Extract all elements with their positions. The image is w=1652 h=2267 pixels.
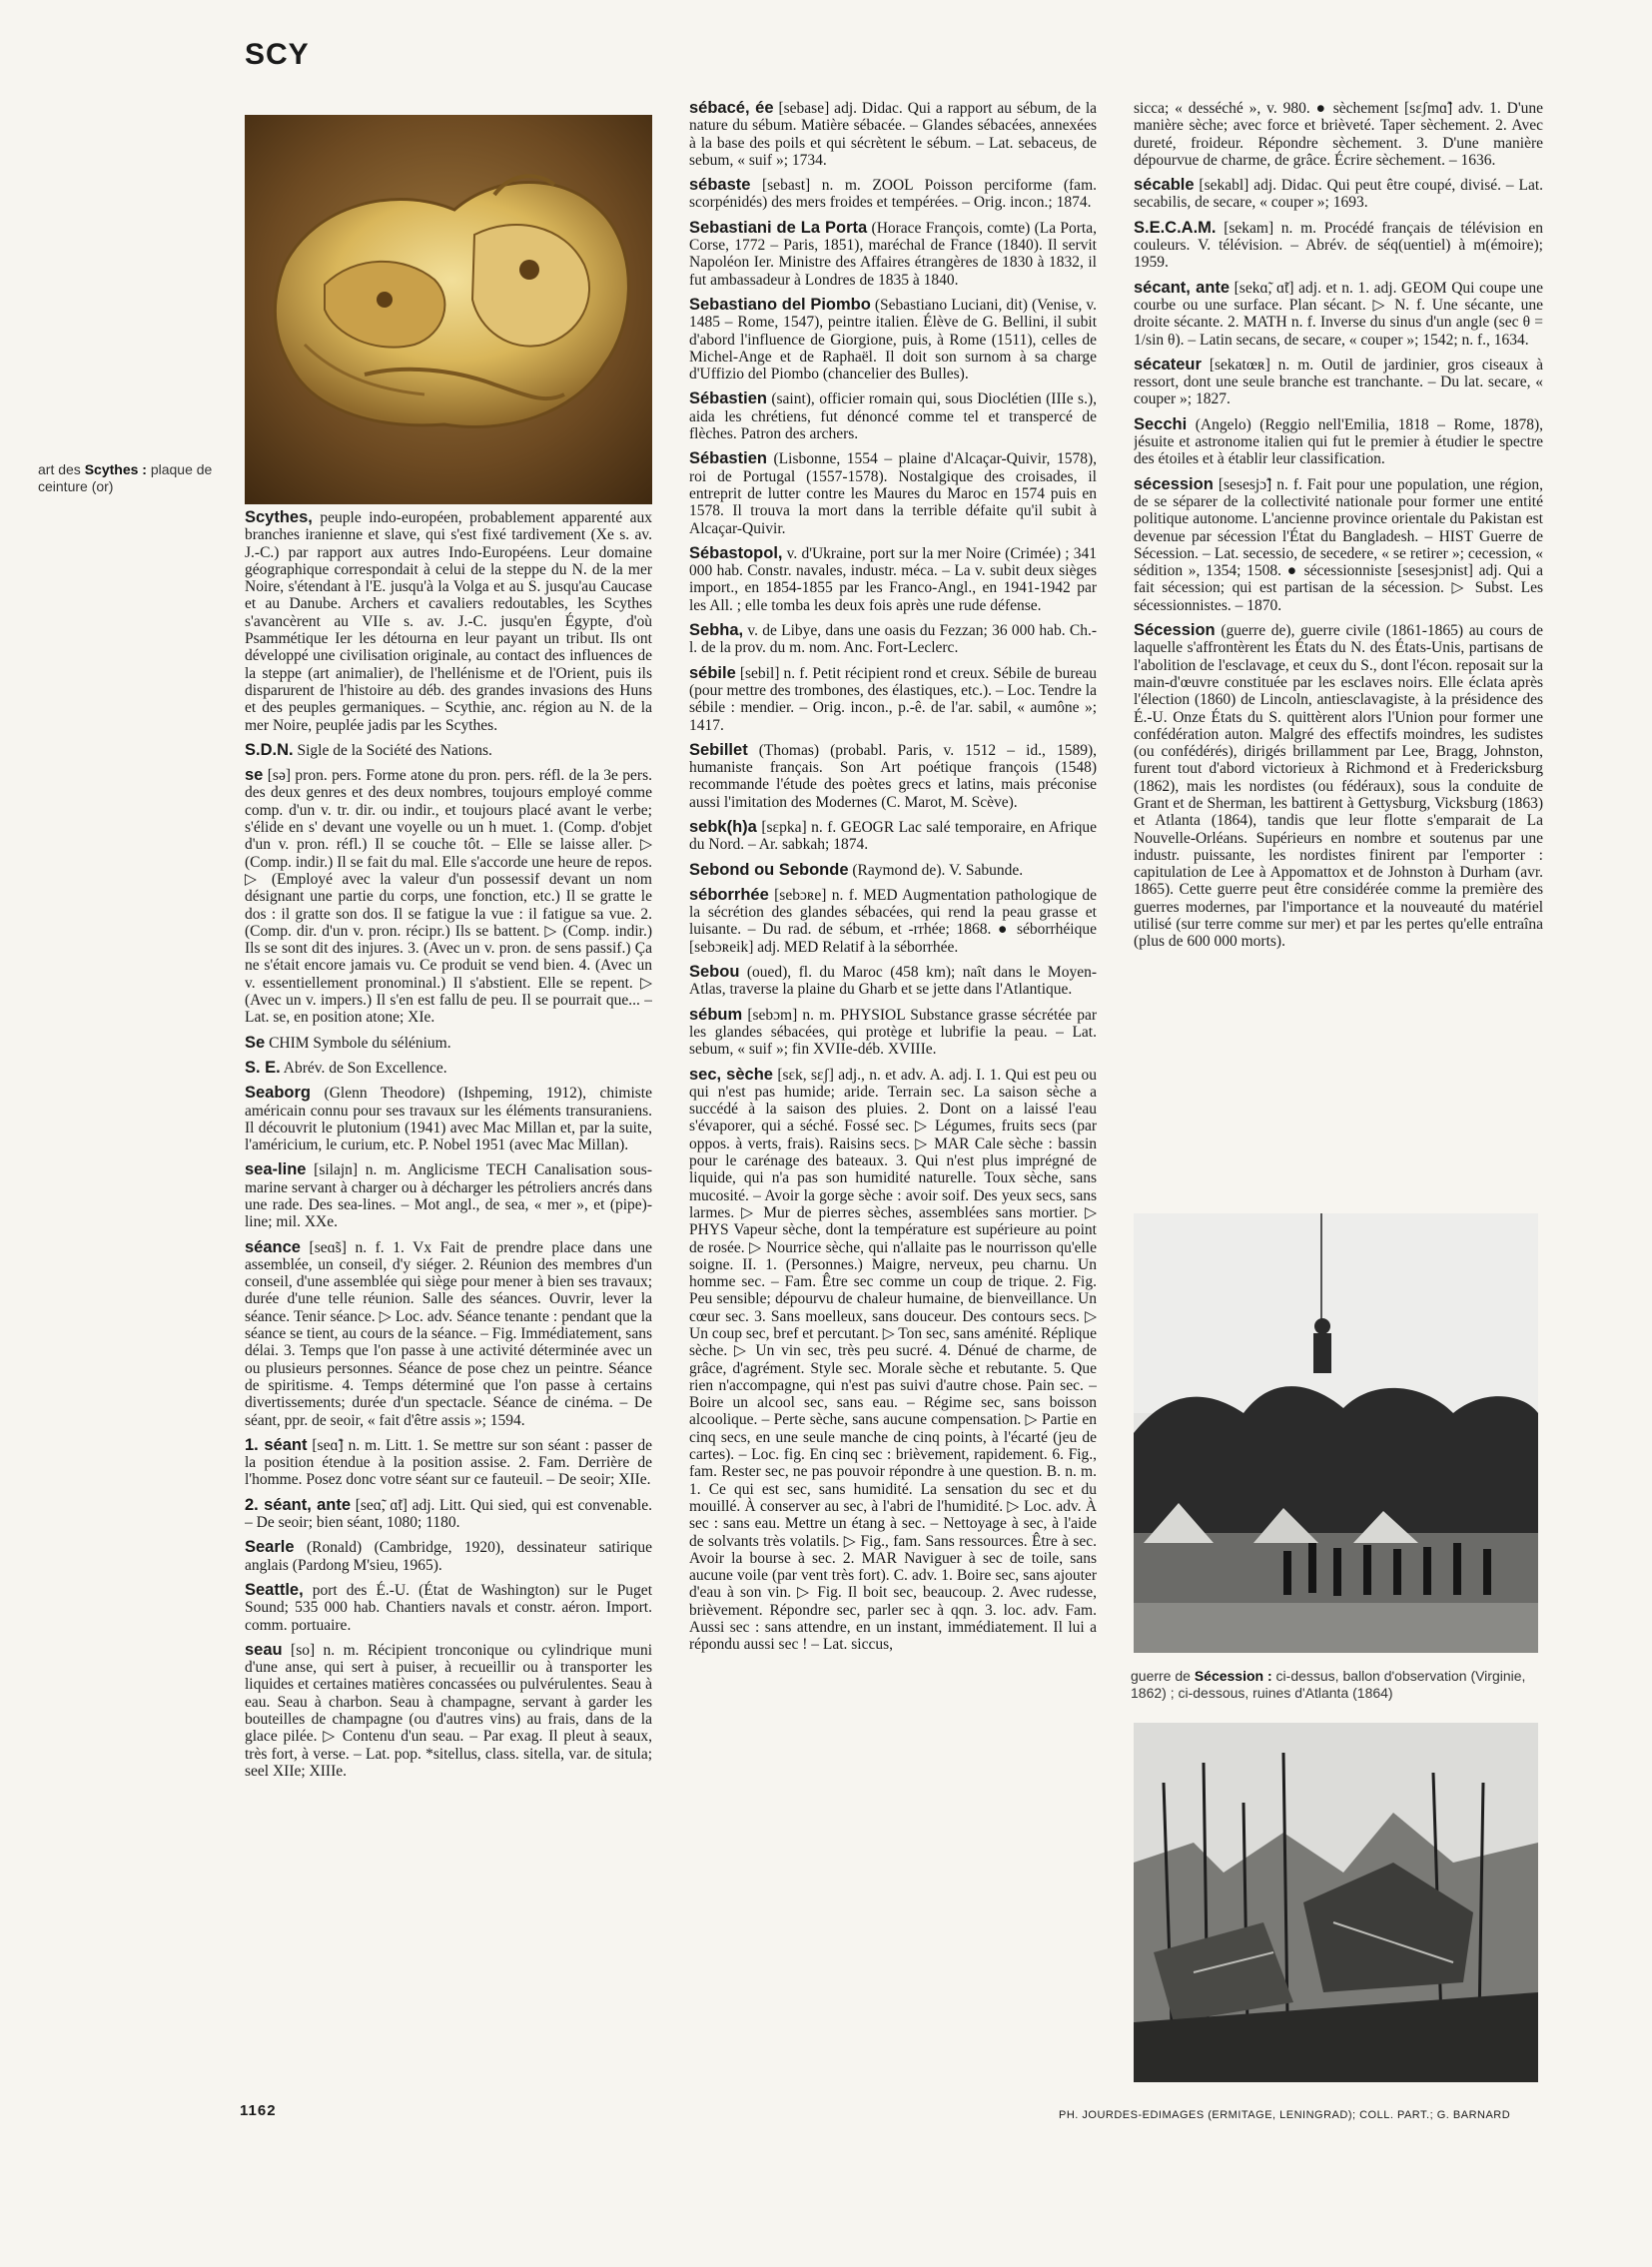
entry-sebastiano: Sebastiano del Piombo (Sebastiano Luciani, dit) (Venise, v. 1485 – Rome, 1547), peintre italien. Élève de G. Bellini, il subit d'abord l'influence de Giorgione, puis, à Rome (1511), celles de Michel-Ange et de Raphaël. Il doit son surnom à sa charge d'Uffizio del Piombo (chancelier des Bulles).	[689, 295, 1097, 383]
entry-se: se [sə] pron. pers. Forme atone du pron. pers. réfl. de la 3e pers. des deux genres et des deux nombres, toujours employé comme comp. d'un v. tr. dir. ou indir., et toujours placé avant le verbe; s'élide en s' devant une voyelle ou un h muet. 1. (Comp. d'objet d'un v. pron. réfl.) Il se couche tôt. – Elle se laisse aller. ▷ (Comp. indir.) Il se fait du mal. Elle s'accorde une heure de repos. ▷ (Employé avec la valeur d'un possessif devant un nom désignant une partie du corps, une fonction, etc.) Il se gratte le dos : il gratte son dos. Il se fatigue la vue : il fatigue sa vue. 2. (Comp. dir. d'un v. pron. récipr.) Ils se battent. ▷ (Comp. indir.) Ils se sont dit des injures. 3. (Avec un v. pron. de sens passif.) Ça ne s'était encore jamais vu. Ce produit se vend bien. 4. (Avec un v. essentiellement pronominal.) Il s'abstient. Elle se repent. ▷ (Avec un v. impers.) Il s'en est fallu de peu. Il se pourrait que... – Lat. se, en position atone; XIe.	[245, 766, 652, 1027]
entry-sebum: sébum [sebɔm] n. m. PHYSIOL Substance grasse sécrétée par les glandes sébacées, qui protège et lubrifie la peau. – Lat. sebum, « suif »; fin XVIIe-déb. XVIIIe.	[689, 1005, 1097, 1059]
entry-seant-1: 1. séant [seɑ̃] n. m. Litt. 1. Se mettre sur son séant : passer de la position étendue à la position assise. 2. Fam. Derrière de l'homme. Posez donc votre séant sur ce fauteuil. – De seoir; XIIe.	[245, 1435, 652, 1489]
photo-credit: PH. JOURDES-EDIMAGES (ERMITAGE, LENINGRAD); COLL. PART.; G. BARNARD	[1059, 2109, 1511, 2121]
scythes-plaque-photo	[245, 115, 652, 504]
entry-sebile: sébile [sebil] n. f. Petit récipient rond et creux. Sébile de bureau (pour mettre des trombones, des élastiques, etc.). – Loc. Tendre la sébile : mendier. – Orig. incon., p.-ê. de l'ar. sabil, « aumône »; 1417.	[689, 663, 1097, 734]
entry-sec-continued: sicca; « desséché », v. 980. ● sèchement [sɛʃmɑ̃] adv. 1. D'une manière sèche; avec force et brièveté. Taper sèchement. 2. Avec dureté, froideur. Répondre sèchement. 3. D'une manière dépourvue de charme, de grâce. Écrire sèchement. – 1636.	[1134, 100, 1543, 169]
entry-sdn: S.D.N. Sigle de la Société des Nations.	[245, 740, 492, 759]
entry-seaborg: Seaborg (Glenn Theodore) (Ishpeming, 1912), chimiste américain connu pour ses travaux sur les éléments transuraniens. Il découvrit le plutonium (1941) avec Mac Millan et, par la suite, l'américium, le curium, etc. P. Nobel 1951 (avec Mac Millan).	[245, 1084, 652, 1154]
entry-sebastien-roi: Sébastien (Lisbonne, 1554 – plaine d'Alcaçar-Quivir, 1578), roi de Portugal (1557-1578). Nostalgique des croisades, il entreprit de lutter contre les Maures du Maroc en 1574 puis en 1578. Il trouva la mort dans la terrible défaite qu'il subit à Alcaçar-Quivir.	[689, 449, 1097, 537]
scythes-caption: art des Scythes : plaque de ceinture (or)	[38, 461, 213, 494]
entry-sebond: Sebond ou Sebonde (Raymond de). V. Sabunde.	[689, 860, 1024, 879]
entry-secchi: Secchi (Angelo) (Reggio nell'Emilia, 1818 – Rome, 1878), jésuite et astronome italien qui fut le premier à étudier le spectre des étoiles et à établir leur classification.	[1134, 414, 1543, 468]
entry-secession: sécession [sesesjɔ̃] n. f. Fait pour une population, une région, de se séparer de la collectivité nationale pour former une entité politique autonome. L'ancienne province orientale du Pakistan est devenue par sécession l'État du Bangladesh. – HIST Guerre de Sécession. – Lat. secessio, de secedere, « se retirer »; cecession, « sédition », 1354; 1508. ● sécessionniste [sesesjɔnist] adj. Qui a fait sécession; qui est partisan de la sécession. ▷ Subst. Les sécessionnistes. – 1870.	[1134, 474, 1543, 614]
entry-seborrhee: séborrhée [sebɔʀe] n. f. MED Augmentation pathologique de la sécrétion des glandes sébacées, qui rend la peau grasse et luisante. – Du rad. de sébum, et -rrhée; 1868. ● séborrhéique [sebɔʀeik] adj. MED Relatif à la séborrhée.	[689, 885, 1097, 956]
entry-secateur: sécateur [sekatœʀ] n. m. Outil de jardinier, gros ciseaux à ressort, dont une seule branche est tranchante. – Du lat. secare, « couper »; 1827.	[1134, 355, 1543, 408]
entry-seau: seau [so] n. m. Récipient tronconique ou cylindrique muni d'une anse, qui sert à puiser, à recueillir ou à transporter les liquides et certaines matières concassées ou pulvérulentes. Seau à eau. Seau à charbon. Seau à champagne, servant à garder les bouteilles de champagne (ou d'autres vins) au frais, dans de la glace pilée. ▷ Contenu d'un seau. – Par exag. Il pleut à seaux, très fort, à verse. – Lat. pop. *sitellus, class. sitella, var. de situla; seel XIIe; XIIIe.	[245, 1640, 652, 1780]
entry-sebastiani: Sebastiani de La Porta (Horace François, comte) (La Porta, Corse, 1772 – Paris, 1851), maréchal de France (1840). Il servit Napoléon Ier. Ministre des Affaires étrangères de 1830 à 1832, il fut ambassadeur à Londres de 1835 à 1840.	[689, 218, 1097, 289]
entry-searle: Searle (Ronald) (Cambridge, 1920), dessinateur satirique anglais (Pardong M'sieu, 1965).	[245, 1538, 652, 1574]
entry-se-chim: Se CHIM Symbole du sélénium.	[245, 1033, 451, 1052]
entry-secable: sécable [sekabl] adj. Didac. Qui peut être coupé, divisé. – Lat. secabilis, de secare, « couper »; 1693.	[1134, 176, 1543, 212]
entry-seant-2: 2. séant, ante [seɑ̃, ɑ̃t] adj. Litt. Qui sied, qui est convenable. – De seoir; bien séant, 1080; 1180.	[245, 1495, 652, 1532]
column-3	[1134, 100, 1543, 1208]
column-1	[245, 509, 652, 2097]
entry-sea-line: sea-line [silajn] n. m. Anglicisme TECH Canalisation sous-marine servant à charger ou à décharger les pétroliers ancrés dans une rade. Des sea-lines. – Mot angl., de sea, « mer », et (pipe)-line; mil. XXe.	[245, 1160, 652, 1231]
entry-sebaste: sébaste [sebast] n. m. ZOOL Poisson perciforme (fam. scorpénidés) des mers froides et tempérées. – Orig. incon.; 1874.	[689, 176, 1097, 212]
entry-se-abrev: S. E. Abrév. de Son Excellence.	[245, 1058, 447, 1077]
entry-secession-guerre: Sécession (guerre de), guerre civile (1861-1865) au cours de laquelle s'affrontèrent les États du N. des États-Unis, partisans de l'abolition de l'esclavage, et ceux du S., dont l'écon. reposait sur la main-d'œuvre constituée par les esclaves noirs. Elle éclata après l'élection (1860) de Lincoln, antiesclavagiste, à la présidence des É.-U. Onze États du S. quittèrent alors l'Union pour former une confédération auton. Malgré des effectifs moindres, les sudistes (ou confédérés), dirigés brillamment par Lee, Bragg, Johnston, furent tout d'abord victorieux à Richmond et à Fredericksburg (1862), mais les nordistes (ou fédéraux), sous la conduite de Grant et de Sherman, les battirent à Gettysburg, Vicksburg (1863) et Atlanta (1864), tandis que leur flotte s'emparait de La Nouvelle-Orléans. Supérieurs en nombre et soutenus par une industr. puissante, les nordistes finirent par l'emporter : capitulation de Lee à Appomattox et de Johnston à Durham (avr. 1865). Cette guerre peut être considérée comme la première des guerres modernes, par l'importance et la nouveauté du matériel utilisé (sur terre comme sur mer) et par les pertes qu'elle entraîna (plus de 600 000 morts).	[1134, 621, 1543, 951]
entry-scythes: Scythes, peuple indo-européen, probablement apparenté aux branches iranienne et slave, qui s'est fixé tardivement (Xe s. av. J.-C.) par rapport aux autres Indo-Européens. Leur domaine géographique correspondait à celui de la steppe du N. de la mer Noire, s'étendant à l'E. jusqu'à la Volga et au S. jusqu'au Caucase et au Danube. Archers et cavaliers redoutables, les Scythes s'avancèrent au VIIe s. av. J.-C. jusqu'en Égypte, d'où Psammétique Ier les détourna en leur payant un tribut. Ils ont développé une civilisation originale, au contact des influences de la steppe (art animalier), de l'hellénisme et de l'Orient, puis ils disparurent de l'histoire au déb. des grandes invasions des Huns et des peuples germaniques. – Scythie, anc. région au N. de la mer Noire, peuplée jadis par les Scythes.	[245, 509, 652, 734]
guide-word: SCY	[245, 38, 310, 71]
secession-caption: guerre de Sécession : ci-dessus, ballon d'observation (Virginie, 1862) ; ci-dessous, ruines d'Atlanta (1864)	[1131, 1668, 1526, 1701]
entry-sebou: Sebou (oued), fl. du Maroc (458 km); naît dans le Moyen-Atlas, traverse la plaine du Gharb et se jette dans l'Atlantique.	[689, 963, 1097, 999]
page-number: 1162	[240, 2102, 277, 2119]
entry-sec: sec, sèche [sɛk, sɛʃ] adj., n. et adv. A. adj. I. 1. Qui est peu ou qui n'est pas humide; aride. Terrain sec. La saison sèche a succédé à la saison des pluies. 2. Dont on a laissé l'eau s'évaporer, qui a séché. Fossé sec. ▷ Légumes, fruits secs (par oppos. à verts, frais). Raisins secs. ▷ MAR Cale sèche : bassin pour le carénage des bateaux. 3. Qui n'est plus imprégné de liquide, qui n'a pas son humidité naturelle. Toux sèche, sans mucosité. – Avoir la gorge sèche : avoir soif. Des yeux secs, sans larmes. ▷ Mur de pierres sèches, assemblées sans mortier. ▷ PHYS Vapeur sèche, dont la température est supérieure au point de rosée. ▷ Nourrice sèche, qui n'allaite pas le nourrisson qu'elle soigne. II. 1. (Personnes.) Maigre, nerveux, peu charnu. Un homme sec. – Fam. Être sec comme un coup de trique. 2. Fig. Peu sensible; dépourvu de chaleur humaine, de bienveillance. Un cœur sec. 3. Sans moelleux, sans douceur. Des contours secs. ▷ Un coup sec, bref et percutant. ▷ Ton sec, sans aménité. Réplique sèche. ▷ Un vin sec, très peu sucré. 4. Dénué de charme, de grâce, d'agrément. Style sec. Morale sèche et rebutante. 5. Que rien n'accompagne, qui n'est pas suivi d'autre chose. Pain sec. – Boire un alcool sec, sans eau. – Régime sec, sans boisson alcoolique. – Perte sèche, sans aucune compensation. ▷ Partie en cinq secs, en une seule manche de cinq points, à l'écarté (jeu de cartes). – Loc. fig. En cinq sec : brièvement, rapidement. 6. Fig., fam. Rester sec, ne pas pouvoir répondre à une question. B. n. m. 1. Ce qui est sec, sans humidité. La sensation du sec et du mouillé. À conserver au sec, à l'abri de l'humidité. ▷ Loc. adv. À sec : sans eau. Mettre un étang à sec. – Nettoyage à sec, à l'aide de solvants très volatils. ▷ Fig., fam. Sans ressources. Être à sec. Avoir la bourse à sec. 2. MAR Naviguer à sec de toile, sans aucune voile (par vent très fort). C. adv. 1. Boire sec, sans ajouter d'eau à son vin. ▷ Fig. Il boit sec, beaucoup. 2. Avec rudesse, brièvement. Répondre sec, parler sec à qqn. 3. loc. adv. Fam. Aussi sec : sans attendre, en un instant, immédiatement. Il lui a répondu aussi sec ! – Lat. siccus,	[689, 1065, 1097, 1654]
entry-sebace: sébacé, ée [sebase] adj. Didac. Qui a rapport au sébum, de la nature du sébum. Matière sébacée. – Glandes sébacées, annexées à la base des poils et qui sécrètent le sébum. – Lat. sebaceus, de sebum, « suif »; 1734.	[689, 100, 1097, 169]
entry-sebillet: Sebillet (Thomas) (probabl. Paris, v. 1512 – id., 1589), humaniste français. Son Art poétique françois (1548) recommande l'étude des poètes grecs et latins, mais préconise aussi l'imitation des Modernes (C. Marot, M. Scève).	[689, 740, 1097, 811]
entry-secam: S.E.C.A.M. [sekam] n. m. Procédé français de télévision en couleurs. V. télévision. – Abrév. de séq(uentiel) à m(émoire); 1959.	[1134, 218, 1543, 272]
entry-sebastopol: Sébastopol, v. d'Ukraine, port sur la mer Noire (Crimée) ; 341 000 hab. Constr. navales, industr. méca. – La v. subit deux sièges import., en 1854-1855 par les Franco-Angl., en 1941-1942 par les All. ; elle tomba les deux fois après une rude défense.	[689, 543, 1097, 614]
entry-seance: séance [seɑ̃s] n. f. 1. Vx Fait de prendre place dans une assemblée, un conseil, d'y siéger. 2. Réunion des membres d'un conseil, d'une assemblée qui siège pour mener à bien ses travaux; durée d'une telle réunion. Salle des séances. Ouvrir, lever la séance. Tenir séance. ▷ Loc. adv. Séance tenante : pendant que la séance se tient, au cours de la séance. – Fig. Immédiatement, sans délai. 3. Temps que l'on passe à une activité déterminée avec un ou plusieurs personnes. Séance de pose chez un peintre. Séance de spiritisme. 4. Temps déterminé que l'on passe à certains divertissements; durée d'un spectacle. Séance de cinéma. – De séant, ppr. de seoir, « fait d'être assis »; 1594.	[245, 1237, 652, 1429]
entry-seattle: Seattle, port des É.-U. (État de Washington) sur le Puget Sound; 535 000 hab. Chantiers navals et constr. aéron. Import. comm. portuaire.	[245, 1580, 652, 1634]
entry-sebkha: sebk(h)a [sɛpka] n. f. GEOGR Lac salé temporaire, en Afrique du Nord. – Ar. sabkah; 1874.	[689, 817, 1097, 854]
entry-secant: sécant, ante [sekɑ̃, ɑ̃t] adj. et n. 1. adj. GEOM Qui coupe une courbe ou une surface. Plan sécant. ▷ N. f. Une sécante, une droite sécante. 2. MATH n. f. Inverse du sinus d'un angle (sec θ = 1/sin θ). – Latin secans, de secare, « couper »; 1542; n. f., 1634.	[1134, 278, 1543, 349]
entry-sebastien-saint: Sébastien (saint), officier romain qui, sous Dioclétien (IIIe s.), aida les chrétiens, fut dénoncé comme tel et transpercé de flèches. Patron des archers.	[689, 389, 1097, 443]
balloon-photo	[1134, 1213, 1538, 1653]
column-2	[689, 100, 1097, 2087]
entry-sebha: Sebha, v. de Libye, dans une oasis du Fezzan; 36 000 hab. Ch.-l. de la prov. du m. nom. Anc. Fort-Leclerc.	[689, 621, 1097, 657]
atlanta-ruins-photo	[1134, 1723, 1538, 2082]
